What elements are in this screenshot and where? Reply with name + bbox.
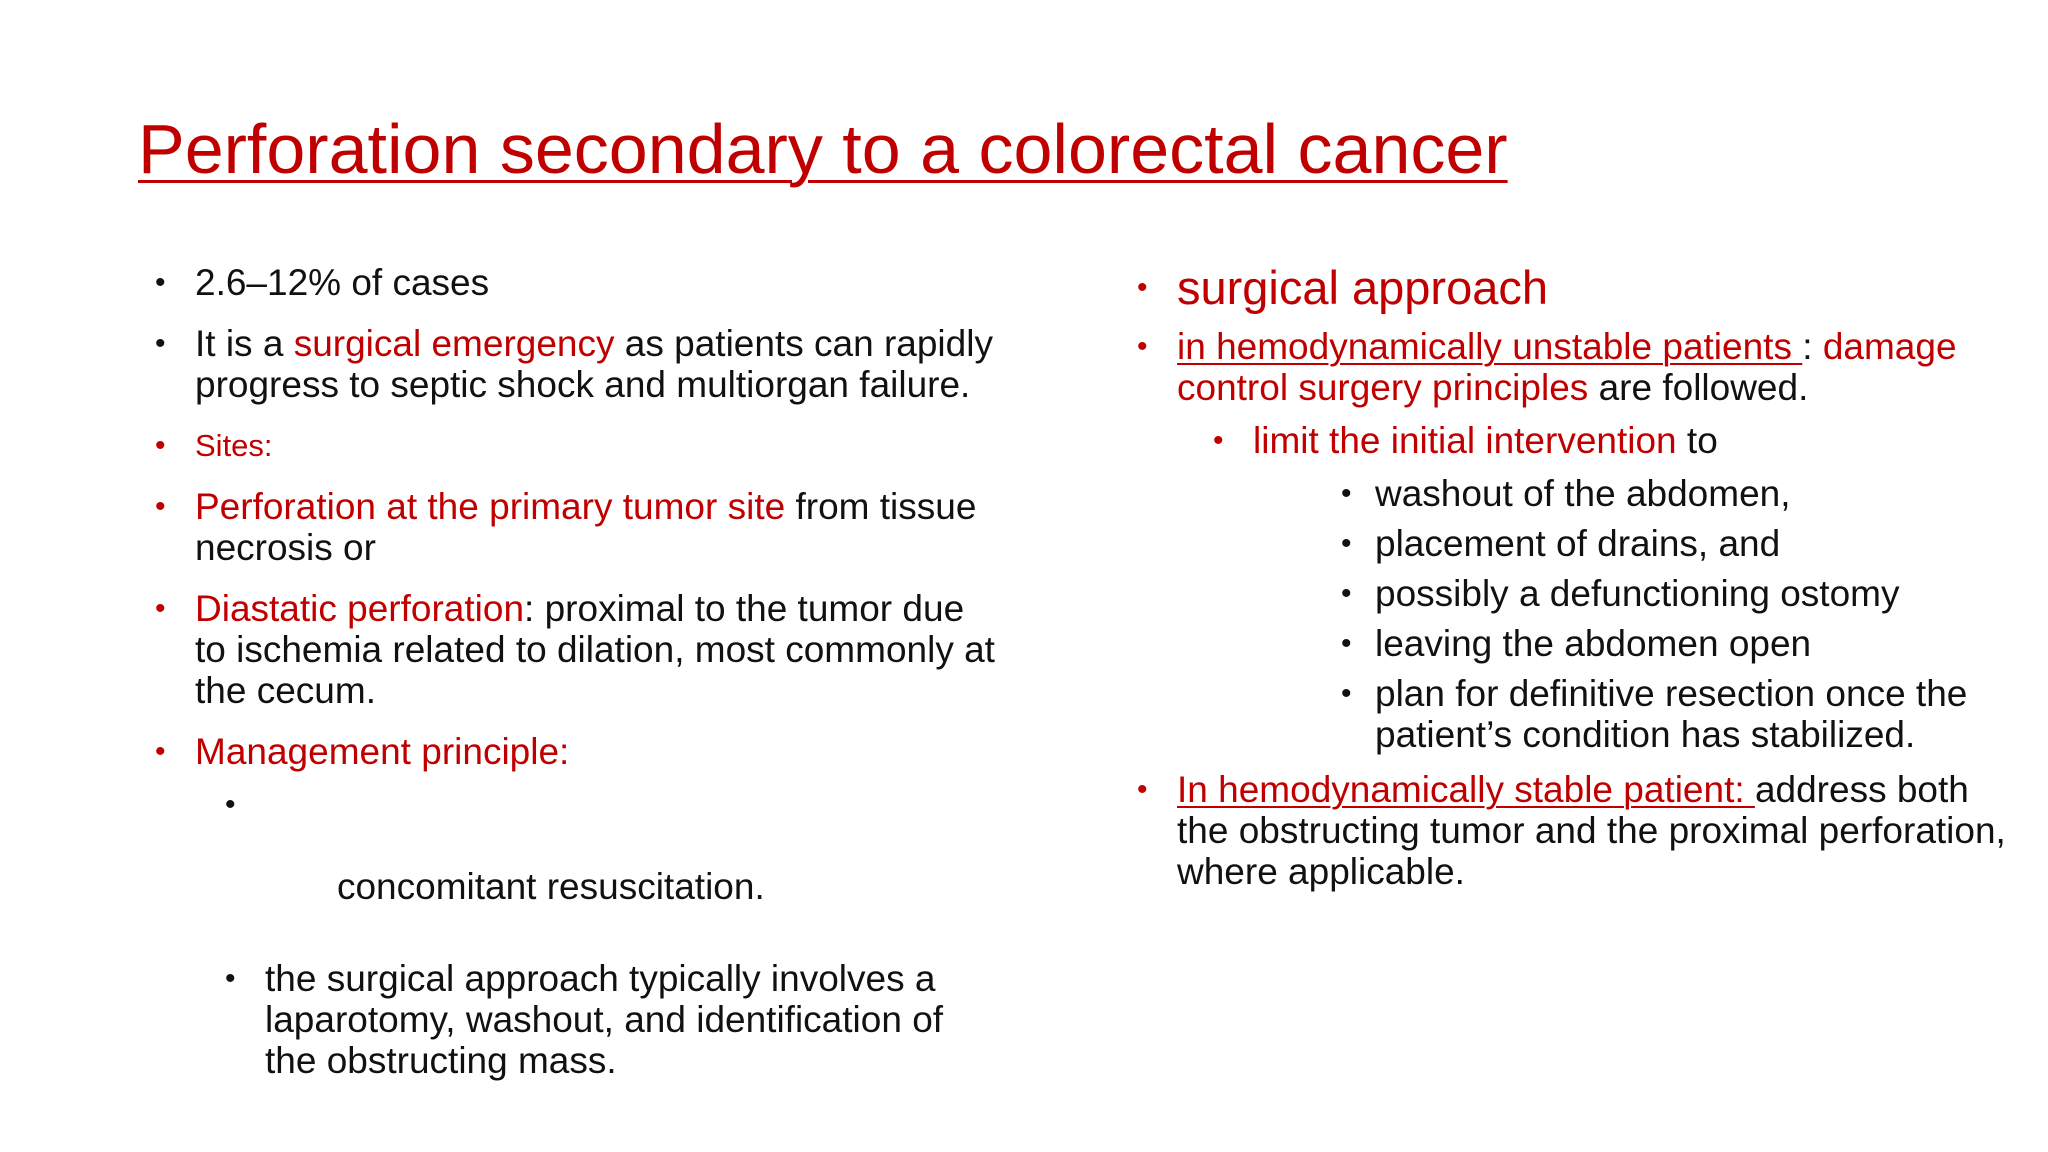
unstable-highlight: damage control surgery principles — [1177, 326, 1957, 408]
emergency-highlight: surgical emergency — [293, 323, 615, 364]
stable-post: address both the obstructing tumor and the proximal perforation, where applicable. — [1177, 769, 2006, 892]
step-item — [1137, 523, 2027, 564]
bullet-dot: • — [1137, 271, 1148, 304]
bullet-dot: • — [155, 429, 166, 462]
primary-site-post: from tissue necrosis or — [195, 486, 977, 568]
step-text: possibly a defunctioning ostomy — [1375, 573, 1900, 614]
management-item-text: concomitant resuscitation. — [326, 866, 765, 907]
bullet-dot: • — [155, 327, 166, 360]
management-item — [155, 958, 995, 1081]
limit-highlight: limit the initial intervention — [1253, 420, 1677, 461]
bullet-unstable — [1137, 326, 2027, 408]
right-column — [1137, 262, 2027, 912]
emergency-pre: It is a — [195, 323, 294, 364]
unstable-post: are followed. — [1588, 367, 1809, 408]
limit-post: to — [1676, 420, 1718, 461]
bullet-surgical-approach — [1137, 262, 2027, 314]
step-item — [1137, 573, 2027, 614]
step-text: plan for definitive resection once the patient’s condition has stabilized. — [1375, 673, 1968, 755]
bullet-dot: • — [1341, 527, 1352, 560]
bullet-primary-site — [155, 486, 995, 568]
diastatic-highlight: Diastatic perforation — [195, 588, 525, 629]
bullet-dot: • — [1137, 330, 1148, 363]
bullet-limit — [1137, 420, 2027, 461]
step-item — [1137, 473, 2027, 514]
bullet-dot: • — [155, 266, 166, 299]
management-label: Management principle: — [195, 731, 570, 772]
diastatic-post: : proximal to the tumor due to ischemia related to dilation, most commonly at the cecum. — [195, 588, 995, 711]
incidence-text: 2.6–12% of cases — [195, 262, 490, 303]
unstable-sep: : — [1802, 326, 1823, 367]
primary-site-highlight: Perforation at the primary tumor site — [195, 486, 786, 527]
step-text: leaving the abdomen open — [1375, 623, 1812, 664]
management-item — [155, 784, 995, 948]
bullet-dot: • — [1341, 577, 1352, 610]
bullet-dot: • — [225, 788, 236, 821]
bullet-emergency — [155, 323, 995, 405]
surgical-approach-heading: surgical approach — [1177, 261, 1548, 314]
bullet-dot: • — [1341, 477, 1352, 510]
bullet-management — [155, 731, 995, 772]
bullet-dot: • — [155, 490, 166, 523]
step-text: washout of the abdomen, — [1375, 473, 1791, 514]
bullet-sites — [155, 425, 995, 466]
bullet-dot: • — [1213, 424, 1224, 457]
bullet-dot: • — [1341, 627, 1352, 660]
sites-label: Sites: — [195, 428, 273, 463]
slide-title: Perforation secondary to a colorectal cancer — [138, 110, 1508, 188]
bullet-dot: • — [1137, 773, 1148, 806]
stable-label: In hemodynamically stable patient: — [1177, 769, 1755, 810]
bullet-dot: • — [155, 735, 166, 768]
bullet-stable — [1137, 769, 2027, 892]
bullet-incidence — [155, 262, 995, 303]
bullet-diastatic — [155, 588, 995, 711]
bullet-dot: • — [1341, 677, 1352, 710]
step-item — [1137, 623, 2027, 664]
management-item-text: the surgical approach typically involves a laparotomy, washout, and identification of the obstructing mass. — [265, 958, 944, 1081]
bullet-dot: • — [155, 592, 166, 625]
step-item — [1137, 673, 2027, 755]
bullet-dot: • — [225, 962, 236, 995]
emergency-post: as patients can rapidly progress to septic shock and multiorgan failure. — [195, 323, 993, 405]
left-column — [155, 262, 995, 1091]
unstable-label: in hemodynamically unstable patients — [1177, 326, 1803, 367]
step-text: placement of drains, and — [1375, 523, 1781, 564]
